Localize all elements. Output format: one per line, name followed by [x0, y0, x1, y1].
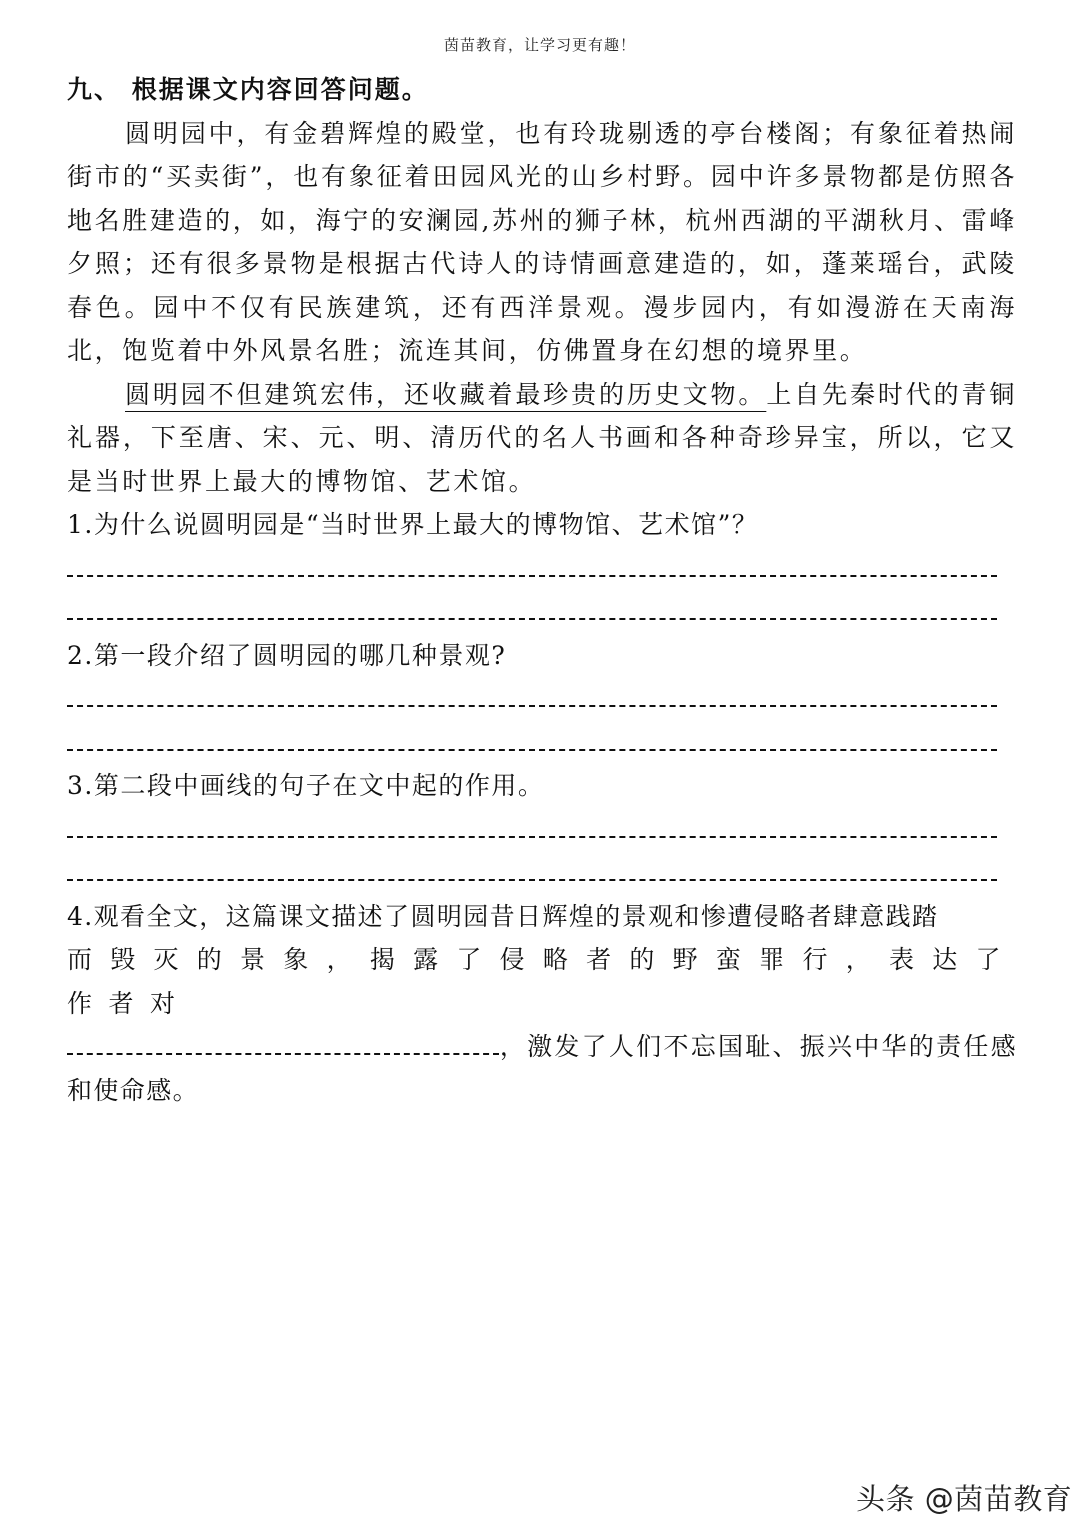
answer-line[interactable]	[67, 677, 1017, 721]
question-2: 2.第一段介绍了圆明园的哪几种景观?	[67, 640, 507, 670]
passage-paragraph-1: 圆明园中，有金碧辉煌的殿堂，也有玲珑剔透的亭台楼阁；有象征着热闹街市的“买卖街”，也有象征着田园风光的山乡村野。园中许多景物都是仿照各地名胜建造的，如，海宁的安澜园,苏州的狮子林，杭州西湖的平湖秋月、雷峰夕照；还有很多景物是根据古代诗人的诗情画意建造的，如，蓬莱瑶台，武陵春色。园中不仅有民族建筑，还有西洋景观。漫步园内，有如漫游在天南海北，饱览着中外风景名胜；流连其间，仿佛置身在幻想的境界里。	[67, 118, 1017, 365]
question-1: 1.为什么说圆明园是“当时世界上最大的博物馆、艺术馆”？	[67, 510, 759, 539]
answer-line[interactable]	[67, 547, 1017, 591]
answer-line[interactable]	[67, 851, 1017, 895]
answer-line[interactable]	[67, 808, 1017, 852]
passage-paragraph-2	[67, 373, 1017, 504]
worksheet-content	[67, 68, 1017, 1112]
underlined-sentence: 圆明园不但建筑宏伟，还收藏着最珍贵的历史文物。	[125, 379, 767, 409]
watermark: 头条 @茵苗教育	[856, 1482, 1073, 1516]
passage-paragraph-2-rest: 上自先秦时代的青铜礼器，下至唐、宋、元、明、清历代的名人书画和各种奇珍异宝，所以，它又是当时世界上最大的博物馆、艺术馆。	[67, 379, 1017, 496]
page-header-slogan: 茵苗教育，让学习更有趣！	[443, 36, 636, 54]
section-title: 九、 根据课文内容回答问题。	[67, 75, 429, 104]
question-4-ending: ，激发了人们不忘国耻、振兴中华的责任感和使命感。	[67, 1032, 1017, 1105]
fill-in-blank[interactable]	[67, 1027, 499, 1055]
question-4-line-2: 而毁灭的景象，揭露了侵略者的野蛮罪行，表达了作者对	[67, 945, 1017, 1018]
answer-line[interactable]	[67, 721, 1017, 765]
question-3: 3.第二段中画线的句子在文中起的作用。	[67, 771, 545, 800]
answer-line[interactable]	[67, 590, 1017, 634]
question-4-line-1: 4.观看全文，这篇课文描述了圆明园昔日辉煌的景观和惨遭侵略者肆意践踏	[67, 901, 939, 931]
question-4	[67, 895, 1017, 1113]
